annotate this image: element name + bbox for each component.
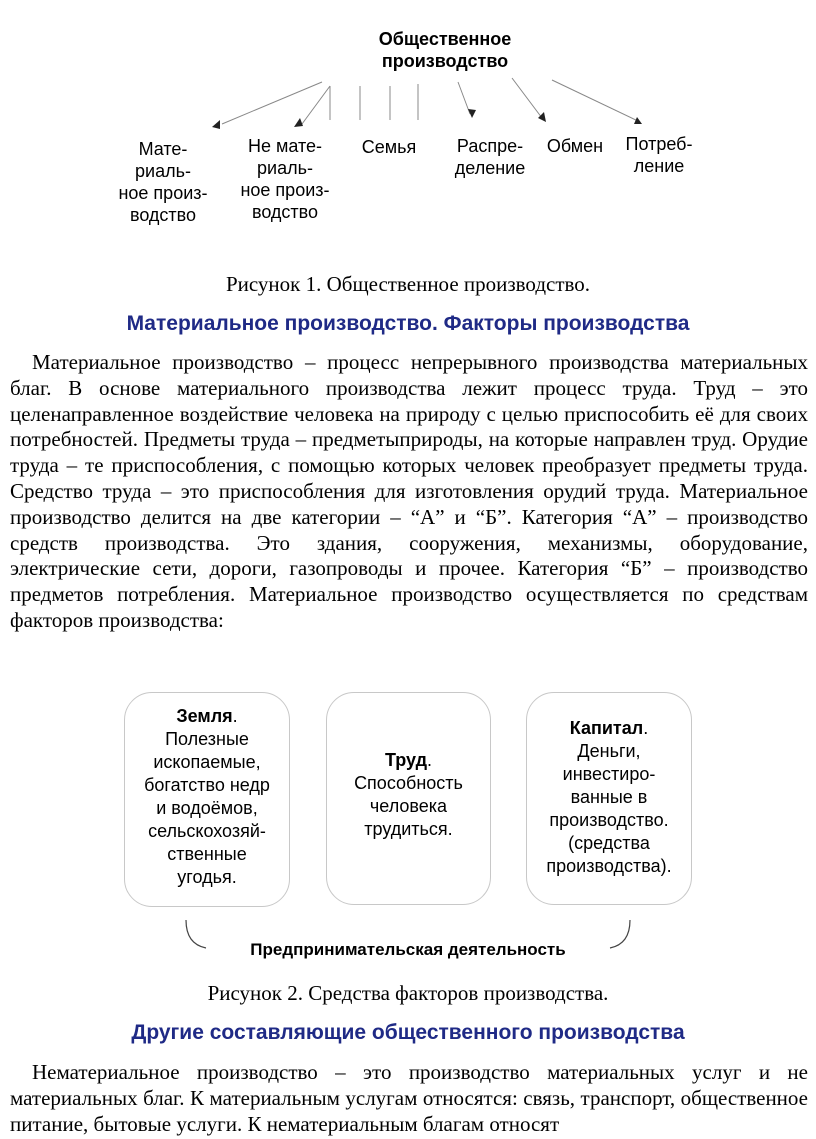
section-2-paragraph bbox=[10, 1060, 808, 1137]
paragraph-text: Материальное производство – процесс непрерывного производства материальных благ. В основе материального производства лежит процесс труда. Труд – это целенаправленное воздействие человека на природу с целью приспособить её для своих потребностей. Предметы труда – предметыприроды, на которые направлен труд. Орудие труда – те приспособления, с помощью которых человек преобразует предметы труда. Средство труда – это приспособления для изготовления орудий труда. Материальное производство делится на две категории – “А” и “Б”. Категория “А” – производство средств производства. Это здания, сооружения, механизмы, оборудование, электрические сети, дороги, газопроводы и прочее. Категория “Б” – производство предметов потребления. Материальное производство осуществляется по средствам факторов производства: bbox=[10, 350, 808, 632]
node-nonmaterial-production: Не мате- риаль- ное произ- водство bbox=[240, 136, 330, 222]
node-distribution: Распре- деление bbox=[454, 136, 526, 178]
paragraph-text: Нематериальное производство – это производство материальных услуг и не материальных благ. К материальным услугам относятся: связь, транспорт, общественное питание, бытовые услуги. К нематериальным благам относят bbox=[10, 1060, 808, 1136]
node-material-production: Мате- риаль- ное произ- водство bbox=[118, 139, 208, 225]
factor-text-capital: Деньги, инвестиро-ванные в производство. (средства производства). bbox=[546, 741, 672, 876]
figure-2-caption: Рисунок 2. Средства факторов производства. bbox=[207, 981, 609, 1005]
node-exchange: Обмен bbox=[546, 136, 604, 156]
factor-text-labor: Способность человека трудиться. bbox=[354, 773, 463, 839]
factor-text-land: Полезные ископаемые, богатство недр и водоёмов, сельскохозяй-ственные угодья. bbox=[144, 729, 270, 887]
factor-box-labor: Труд. Способность человека трудиться. bbox=[326, 692, 491, 905]
factor-box-capital: Капитал. Деньги, инвестиро-ванные в производство. (средства производства). bbox=[526, 692, 692, 905]
factor-title-land: Земля bbox=[176, 706, 233, 726]
node-consumption: Потреб- ление bbox=[625, 134, 693, 176]
factor-box-land: Земля. Полезные ископаемые, богатство недр и водоёмов, сельскохозяй-ственные угодья. bbox=[124, 692, 290, 907]
node-family: Семья bbox=[361, 137, 417, 157]
entrepreneurship-label: Предпринимательская деятельность bbox=[250, 940, 566, 959]
factor-title-labor: Труд bbox=[384, 750, 428, 770]
factor-title-capital: Капитал bbox=[569, 718, 644, 738]
figure-1-caption: Рисунок 1. Общественное производство. bbox=[225, 272, 591, 296]
section-1-heading: Материальное производство. Факторы производства bbox=[126, 312, 690, 335]
diagram-root-label: Общественное производство bbox=[378, 29, 512, 71]
section-2-heading: Другие составляющие общественного производства bbox=[131, 1021, 685, 1044]
